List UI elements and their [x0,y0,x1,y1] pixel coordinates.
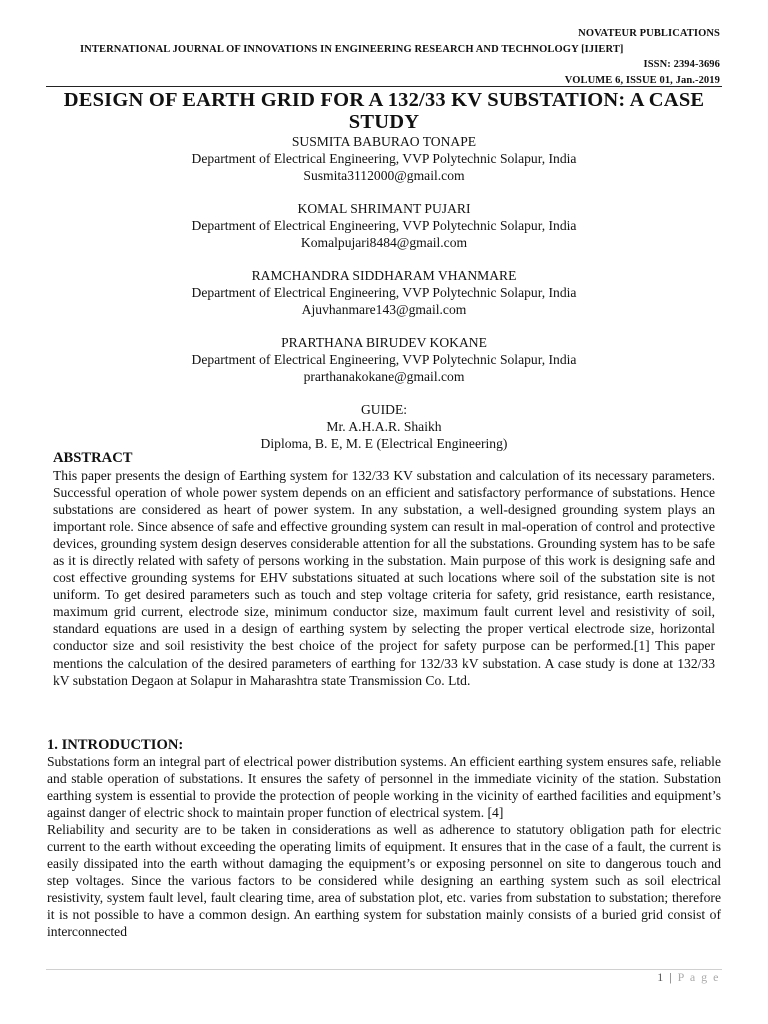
author-name: PRARTHANA BIRUDEV KOKANE [281,335,487,350]
author-block [46,133,722,184]
author-affiliation: Department of Electrical Engineering, VVP Polytechnic Solapur, India [191,352,577,367]
paper-title-line-1: DESIGN OF EARTH GRID FOR A 132/33 KV SUBSTATION: A CASE [63,89,705,111]
guide-qualification: Diploma, B. E, M. E (Electrical Engineering) [260,436,508,451]
author-affiliation: Department of Electrical Engineering, VVP Polytechnic Solapur, India [191,151,577,166]
abstract-body [53,467,715,689]
author-email: prarthanakokane@gmail.com [303,369,465,384]
footer-rule [46,969,722,970]
introduction-paragraph-2: Reliability and security are to be taken in considerations as well as adherence to statutory obligation path for electric current to the earth without exceeding the operating limits of equipment. It ensures that in the case of a fault, the current is easily dissipated into the earth without damaging the equipment’s or exposing personnel on site to dangerous touch and step voltages. Since the various factors to be considered while designing an earthing system such as soil electrical resistivity, system fault level, fault clearing time, area of substation plot, etc. varies from substation to substation; therefore it is not possible to have a common design. An earthing system for substation mainly consists of a buried grid consist of interconnected [47,822,721,940]
journal-name: INTERNATIONAL JOURNAL OF INNOVATIONS IN ENGINEERING RESEARCH AND TECHNOLOGY [IJIERT] [80,43,624,55]
guide-block [46,401,722,452]
author-block [46,200,722,251]
author-list [46,133,722,452]
guide-label: GUIDE: [360,402,408,417]
introduction-heading: 1. INTRODUCTION: [47,737,184,753]
author-affiliation: Department of Electrical Engineering, VVP Polytechnic Solapur, India [191,285,577,300]
journal-masthead [40,26,720,88]
author-email: Susmita3112000@gmail.com [303,168,465,183]
author-name: RAMCHANDRA SIDDHARAM VHANMARE [251,268,517,283]
author-email: Ajuvhanmare143@gmail.com [301,302,467,317]
paper-title [46,89,722,133]
page-label: P a g e [677,970,720,984]
abstract-paragraph: This paper presents the design of Earthing system for 132/33 KV substation and calculation of its necessary parameters. Successful operation of whole power system depends on an efficient and satisfactory performance of substations. Hence substations are considered as heart of power system. In any substation, a well-designed grounding system plays an important role. Since absence of safe and effective grounding system can result in mal-operation of control and protective devices, grounding system design deserves considerable attention for all the substations. Grounding system has to be safe as it is directly related with safety of persons working in the substation. Main purpose of this work is designing safe and cost effective grounding systems for EHV substations situated at such locations where soil of the substation site is not uniform. To get desired parameters such as touch and step voltage criteria for safety, grid resistance, earth resistance, maximum grid current, electrode size, minimum conductor size, maximum fault current level and resistivity of soil, standard equations are used in a design of earthing system by selecting the proper vertical electrode size, horizontal conductor size and soil resistivity the best choice of the project for safety purpose can be performed.[1] This paper mentions the calculation of the desired parameters of earthing for 132/33 kV substation. A case study is done at 132/33 kV substation Degaon at Solapur in Maharashtra state Transmission Co. Ltd. [53,468,715,688]
publisher-name: NOVATEUR PUBLICATIONS [578,28,720,39]
author-block [46,334,722,385]
guide-name: Mr. A.H.A.R. Shaikh [326,419,442,434]
volume-issue: VOLUME 6, ISSUE 01, Jan.-2019 [564,74,720,86]
page-separator: | [669,970,674,984]
paper-title-line-2: STUDY [348,111,420,133]
introduction-body [47,753,721,941]
author-email: Komalpujari8484@gmail.com [300,235,468,250]
page-number: 1 [657,970,665,984]
author-name: SUSMITA BABURAO TONAPE [291,134,477,149]
author-affiliation: Department of Electrical Engineering, VVP Polytechnic Solapur, India [191,218,577,233]
author-name: KOMAL SHRIMANT PUJARI [297,201,471,216]
introduction-paragraph-1: Substations form an integral part of electrical power distribution systems. An efficient earthing system ensures safe, reliable and stable operation of substations. It ensures the safety of personnel in the immediate vicinity of the station. Substation earthing system is essential to provide the protection of people working in the vicinity of earthed facilities and equipment’s against danger of electric shock to maintain proper function of electrical system. [4] [47,754,721,821]
issn: ISSN: 2394-3696 [643,59,720,70]
abstract-heading: ABSTRACT [53,450,133,466]
author-block [46,267,722,318]
page-number-footer [657,970,720,985]
header-rule [46,86,722,87]
